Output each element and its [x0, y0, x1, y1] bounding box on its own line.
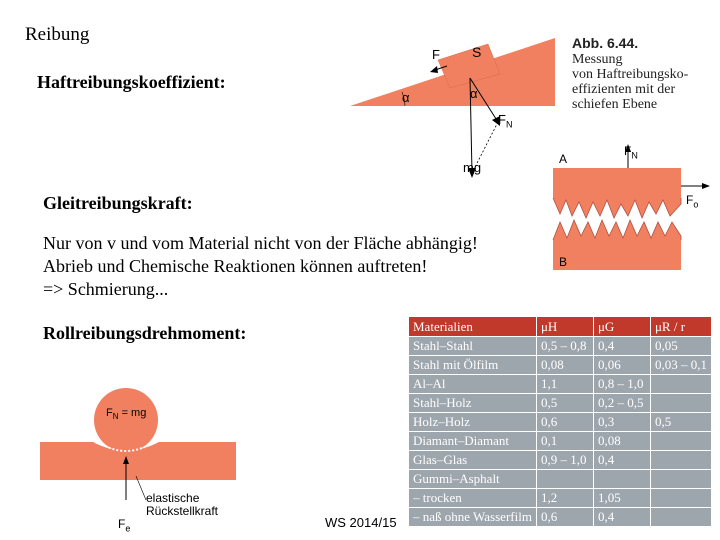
force-f-label: F — [432, 47, 440, 62]
lower-body — [553, 240, 681, 270]
header-materials: Materialien — [409, 317, 537, 337]
angle-alpha-right: α — [470, 86, 478, 101]
table-row: Stahl–Stahl 0,5 – 0,8 0,4 0,05 — [409, 337, 712, 356]
surface-label-a: A — [559, 152, 568, 166]
slide-title: Reibung — [25, 24, 90, 45]
body-line: Nur von v und vom Material nicht von der Fläche abhängig! — [43, 233, 478, 253]
body-text — [43, 232, 478, 301]
caption-line: von Haftreibungsko- — [572, 67, 689, 82]
header-mu-h: μH — [536, 317, 593, 337]
body-line: Abrieb und Chemische Reaktionen können auftreten! — [43, 256, 428, 276]
heading-sliding-friction: Gleitreibungskraft: — [43, 193, 193, 213]
table-row: Gummi–Asphalt — [409, 470, 712, 489]
restoring-force-label: $F_e$ — [118, 517, 131, 534]
caption-label: Abb. 6.44. — [572, 35, 639, 51]
block-s-label: S — [472, 44, 482, 60]
header-mu-g: μG — [593, 317, 650, 337]
table-row: Stahl mit Ölfilm 0,08 0,06 0,03 – 0,1 — [409, 356, 712, 375]
ball-force-label: $F_N$ = mg — [106, 407, 147, 422]
upper-body — [553, 168, 681, 198]
normal-force-label: $F_N$ — [498, 112, 513, 130]
table-row: Stahl–Holz 0,5 0,2 – 0,5 — [409, 394, 712, 413]
footer-text: WS 2014/15 — [325, 515, 397, 530]
incline-figure — [350, 30, 560, 180]
header-mu-r: μR / r — [650, 317, 711, 337]
caption-line: schiefen Ebene — [572, 97, 658, 112]
table-row: Glas–Glas 0,9 – 1,0 0,4 — [409, 451, 712, 470]
surface-normal-label: $F_N$ — [624, 144, 638, 161]
table-row: Holz–Holz 0,6 0,3 0,5 — [409, 413, 712, 432]
angle-alpha-left: α — [402, 90, 410, 105]
heading-rolling-friction: Rollreibungsdrehmoment: — [43, 323, 247, 343]
table-row: – trocken 1,2 1,05 — [409, 489, 712, 508]
table-header-row — [409, 317, 712, 337]
surface-side-force-label: $F_o$ — [686, 193, 699, 210]
table-row: – naß ohne Wasserfilm 0,6 0,4 — [409, 508, 712, 527]
materials-table — [408, 316, 712, 527]
table-row: Al–Al 1,1 0,8 – 1,0 — [409, 375, 712, 394]
figure-caption — [572, 36, 692, 112]
table-row: Diamant–Diamant 0,1 0,08 — [409, 432, 712, 451]
elastic-force-annotation: elastische Rückstellkraft — [146, 491, 219, 518]
caption-line: effizienten mit der — [572, 82, 676, 97]
heading-static-friction: Haftreibungskoeffizient: — [37, 72, 226, 92]
surface-label-b: B — [559, 255, 568, 269]
body-line: => Schmierung... — [43, 279, 169, 299]
surfaces-figure — [548, 140, 720, 280]
caption-line: Messung — [572, 52, 623, 67]
weight-label: mg — [463, 160, 482, 175]
